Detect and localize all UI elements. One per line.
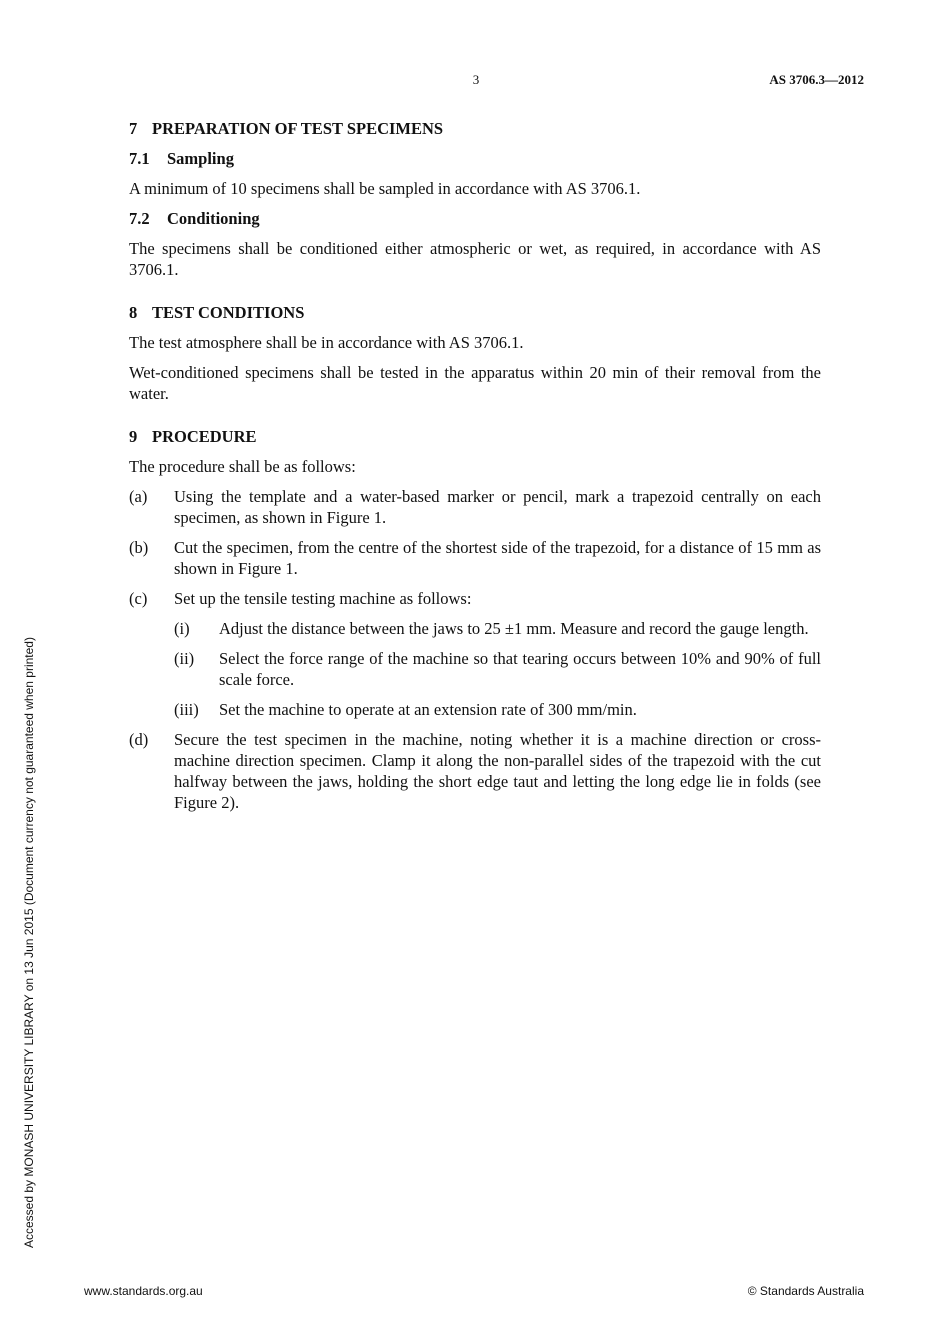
subsection-number: 7.1: [129, 149, 150, 168]
test-atmosphere-paragraph: The test atmosphere shall be in accordance with AS 3706.1.: [129, 333, 524, 352]
list-item-text: Using the template and a water-based marker or pencil, mark a trapezoid centrally on each specimen, as shown in Figure 1.: [174, 487, 821, 527]
document-body: [129, 118, 821, 822]
section-number: 7: [129, 119, 138, 138]
page-number: 3: [472, 72, 480, 87]
list-marker: (a): [129, 487, 148, 506]
list-item-text: Set the machine to operate at an extension rate of 300 mm/min.: [219, 700, 637, 719]
sampling-paragraph: A minimum of 10 specimens shall be sampled in accordance with AS 3706.1.: [129, 179, 641, 198]
procedure-item-d: [129, 729, 821, 813]
footer-website-link[interactable]: www.standards.org.au: [84, 1284, 203, 1298]
wet-conditioned-paragraph: Wet-conditioned specimens shall be tested in the apparatus within 20 min of their removal from the water.: [129, 363, 821, 403]
procedure-intro: The procedure shall be as follows:: [129, 457, 356, 476]
procedure-item-c: [129, 588, 821, 609]
list-marker: (ii): [174, 649, 195, 668]
procedure-item-b: [129, 537, 821, 579]
section-title: TEST CONDITIONS: [152, 303, 305, 322]
list-marker: (d): [129, 730, 149, 749]
subsection-title: Conditioning: [167, 209, 260, 228]
subsection-number: 7.2: [129, 209, 150, 228]
section-title: PREPARATION OF TEST SPECIMENS: [152, 119, 444, 138]
list-item-text: Secure the test specimen in the machine, noting whether it is a machine direction or cross-machine direction specimen. Clamp it along the non-parallel sides of the trapezoid with the cut halfway between the jaws, holding the short edge taut and letting the long edge lie in folds (see Figure 2).: [174, 730, 821, 812]
list-item-text: Set up the tensile testing machine as follows:: [174, 589, 472, 608]
section-8-heading: [129, 302, 821, 323]
section-number: 9: [129, 427, 138, 446]
procedure-subitem-i: [129, 618, 821, 639]
list-item-text: Adjust the distance between the jaws to 25 ±1 mm. Measure and record the gauge length.: [219, 619, 809, 638]
subsection-title: Sampling: [167, 149, 234, 168]
list-item-text: Select the force range of the machine so that tearing occurs between 10% and 90% of full scale force.: [219, 649, 821, 689]
procedure-subitem-ii: [129, 648, 821, 690]
list-marker: (iii): [174, 700, 199, 719]
footer-copyright: © Standards Australia: [747, 1284, 864, 1298]
list-marker: (b): [129, 538, 149, 557]
procedure-subitem-iii: [129, 699, 821, 720]
section-9-heading: [129, 426, 821, 447]
section-number: 8: [129, 303, 138, 322]
procedure-item-a: [129, 486, 821, 528]
section-7-heading: [129, 118, 821, 139]
subsection-7-1-heading: [129, 148, 821, 169]
document-code: AS 3706.3—2012: [769, 72, 864, 87]
list-marker: (c): [129, 589, 148, 608]
subsection-7-2-heading: [129, 208, 821, 229]
list-marker: (i): [174, 619, 190, 638]
section-title: PROCEDURE: [152, 427, 257, 446]
conditioning-paragraph: The specimens shall be conditioned either atmospheric or wet, as required, in accordance with AS 3706.1.: [129, 239, 821, 279]
access-watermark: Accessed by MONASH UNIVERSITY LIBRARY on 13 Jun 2015 (Document currency not guaranteed when printed): [22, 637, 36, 1248]
list-item-text: Cut the specimen, from the centre of the shortest side of the trapezoid, for a distance of 15 mm as shown in Figure 1.: [174, 538, 821, 578]
